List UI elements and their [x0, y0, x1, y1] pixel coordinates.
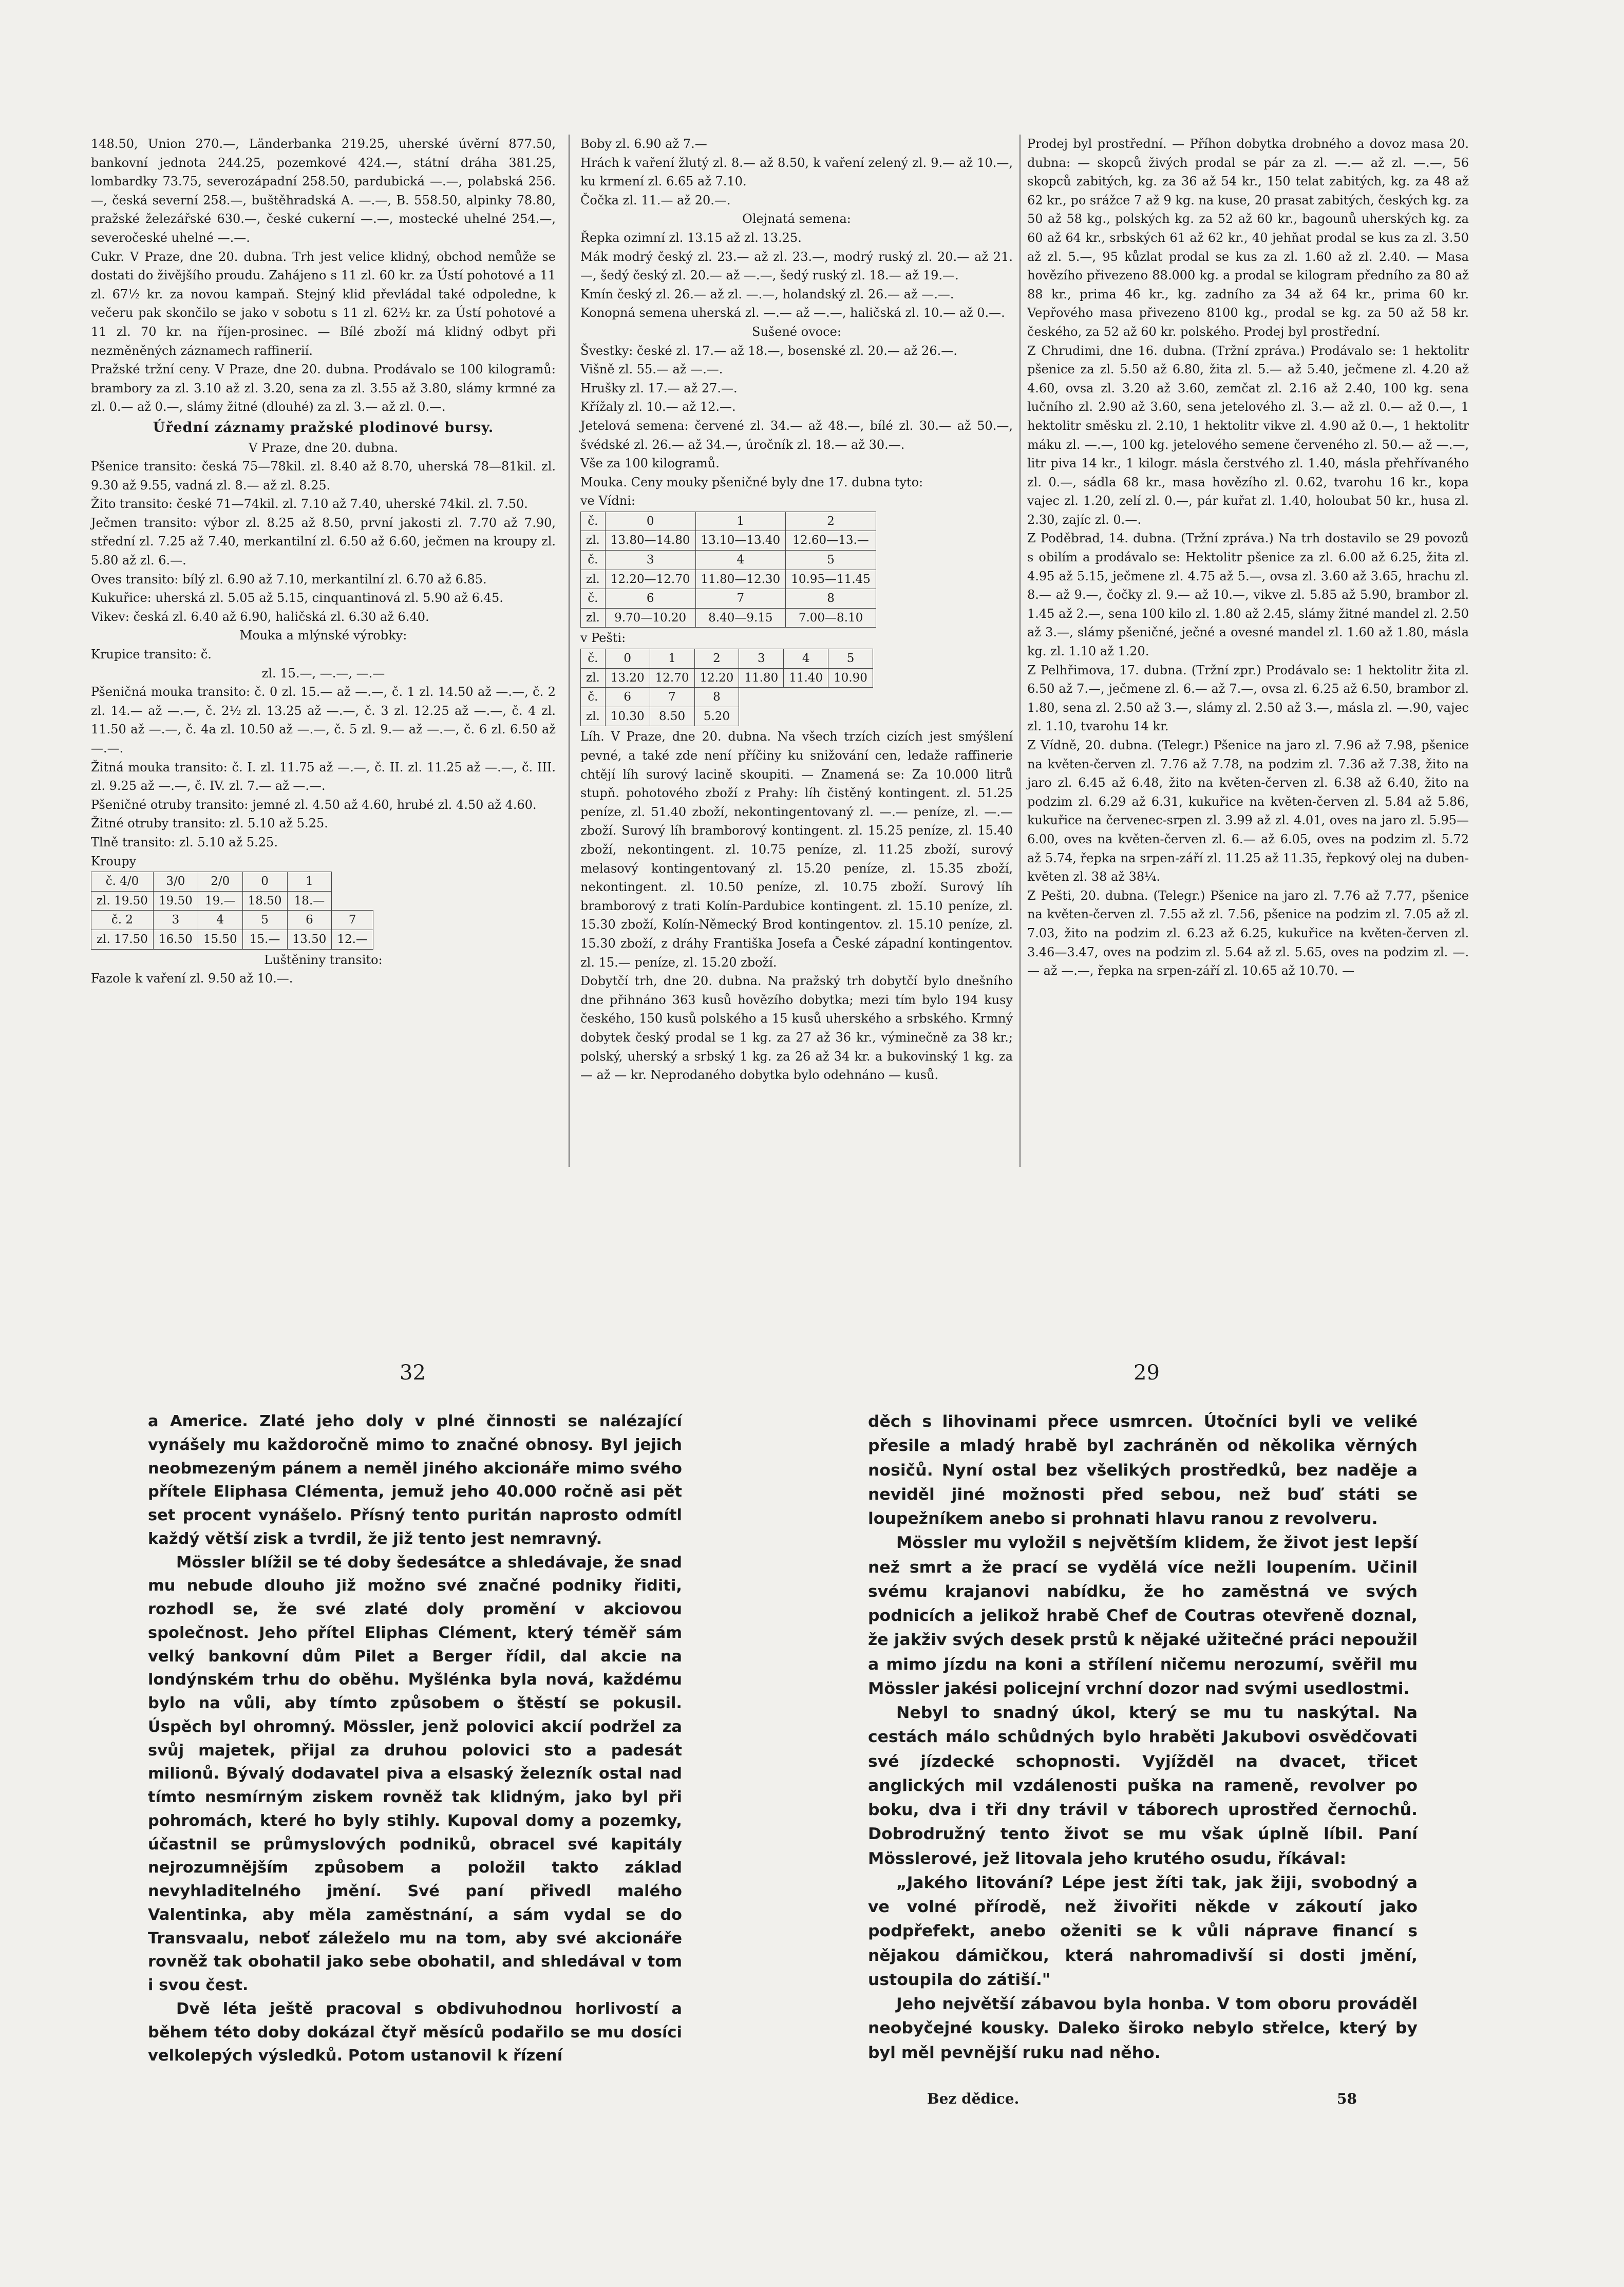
report-paragraph: zl. 15.—, —.—, —.—: [261, 666, 385, 681]
table-row: [581, 608, 876, 628]
table-cell: 0: [605, 649, 650, 669]
report-paragraph: Sušené ovoce:: [752, 324, 841, 339]
report-paragraph: Cukr. V Praze, dne 20. dubna. Trh jest velice klidný, obchod nemůže se dostati do živějšího proudu. Zahájeno s 11 zl. 60 kr. za Ústí pohotové a 11 zl. 67½ kr. za novou kampaň. Stejný klid převládal také odpoledne, k večeru pak skončilo se jako v sobotu s 11 zl. 62½ kr. za Ústí pohotové a 11 zl. 70 kr. na říjen-prosinec. — Bílé zboží má klidný odbyt při nezměněných záznamech raffinerií.: [91, 249, 556, 358]
footer-page-number: 58: [1337, 2090, 1357, 2107]
table-cell: 13.20: [605, 668, 650, 688]
report-paragraph: Vše za 100 kilogramů.: [580, 456, 720, 471]
right-page-number: 29: [1134, 1361, 1160, 1385]
table-cell: 13.50: [287, 930, 332, 949]
table-cell: č.: [581, 688, 606, 707]
report-paragraph: Olejnatá semena:: [742, 212, 851, 226]
report-paragraph: Ječmen transito: výbor zl. 8.25 až 8.50, první jakosti zl. 7.70 až 7.90, střední zl. 7.25 až 7.40, merkantilní zl. 6.50 až 6.60, ječmen na kroupy zl. 5.80 až zl. 6.—.: [91, 515, 556, 568]
table-cell: č.: [581, 589, 606, 609]
table-cell: 12.—: [332, 930, 373, 949]
market-column-3: [1027, 135, 1469, 980]
table-cell: 1: [287, 872, 332, 892]
report-paragraph: Dobytčí trh, dne 20. dubna. Na pražský trh dobytčí bylo dnešního dne přihnáno 363 kusů hovězího dobytka; mezi tím bylo 194 kusy českého, 150 kusů polského a 15 kusů uherského a srbského. Krmný dobytek český prodal se 1 kg. za 27 až 36 kr., výminečně za 38 kr.; polský, uherský a srbský 1 kg. za 26 až 34 kr. a bukovinský 1 kg. za — až — kr. Neprodaného dobytka bylo odehnáno — kusů.: [580, 974, 1013, 1083]
report-paragraph: Řepka ozimní zl. 13.15 až zl. 13.25.: [580, 230, 802, 245]
table-cell: 15.—: [242, 930, 287, 949]
table-cell: 2: [786, 512, 876, 531]
novel-paragraph: Mössler blížil se té doby šedesátce a shledávaje, že snad mu nebude dlouho již možno své značné podniky řiditi, rozhodl se, že své zlaté doly promění v akciovou společnost. Jeho přítel Eliphas Clément, který téměř sám velký bankovní dům Pilet a Berger řídil, dal akcie na londýnském trhu do oběhu. Myšlénka byla nová, každému bylo na vůli, aby tímto způsobem o štěstí se pokusil. Úspěch byl ohromný. Mössler, jenž polovici akcií podržel za svůj majetek, přijal za druhou polovici sto a padesát milionů. Bývalý dodavatel piva a elsaský železník ostal nad tímto nesmírným ziskem rovněž tak klidným, jako byl při pohromách, které ho byly stihly. Kupoval domy a pozemky, účastnil se průmyslových podniků, obracel své kapitály nejrozumnějším způsobem a položil takto základ nevyhladitelného jmění. Své paní přivedl malého Valentinka, aby měla zaměstnání, a sám vydal se do Transvaalu, neboť záleželo mu na tom, aby své akcionáře rovněž tak obohatil jako sebe obohatil, and shledával v tom i svou čest.: [148, 1553, 682, 1994]
table-cell: 4: [784, 649, 828, 669]
report-paragraph: Boby zl. 6.90 až 7.—: [580, 137, 707, 151]
table-cell: 6: [605, 589, 695, 609]
table-cell: 5.20: [694, 707, 739, 726]
report-paragraph: Pšenice transito: česká 75—78kil. zl. 8.40 až 8.70, uherská 78—81kil. zl. 9.30 až 9.55, vadná zl. 8.— až zl. 8.25.: [91, 459, 556, 493]
table-cell: 1: [695, 512, 786, 531]
table-cell: 2: [694, 649, 739, 669]
table-cell: 8: [786, 589, 876, 609]
report-paragraph: Čočka zl. 11.— až 20.—.: [580, 193, 731, 207]
table-cell: 13.10—13.40: [695, 531, 786, 551]
table-cell: 18.50: [242, 891, 287, 911]
table-cell: 12.20: [694, 668, 739, 688]
market-column-1: [91, 135, 556, 988]
report-paragraph: Křížaly zl. 10.— až 12.—.: [580, 400, 736, 414]
table-cell: zl.: [581, 531, 606, 551]
table-row: [581, 688, 873, 707]
table-cell: zl.: [581, 707, 606, 726]
table-row: [91, 891, 373, 911]
table-cell: 11.40: [784, 668, 828, 688]
novel-paragraph: a Americe. Zlaté jeho doly v plné činnosti se nalézající vynášely mu každoročně mimo to značné obnosy. Byl jejich neobmezeným pánem a neměl jiného akcionáře mimo svého přítele Eliphasa Clémenta, jemuž jeho 40.000 ročně asi pět set procent vynášelo. Přísný tento puritán naprosto odmítl každý větší zisk a tvrdil, že již tento jest nemravný.: [148, 1412, 682, 1548]
section-heading: Úřední záznamy pražské plodinové bursy.: [153, 419, 494, 436]
table-row: [581, 668, 873, 688]
report-paragraph: Kmín český zl. 26.— až zl. —.—, holandský zl. 26.— až —.—.: [580, 287, 954, 301]
table-row: [581, 707, 873, 726]
table-label: ve Vídni:: [580, 494, 635, 508]
report-paragraph: Vikev: česká zl. 6.40 až 6.90, haličská zl. 6.30 až 6.40.: [91, 609, 429, 624]
report-paragraph: Fazole k vaření zl. 9.50 až 10.—.: [91, 971, 293, 986]
report-paragraph: Pražské tržní ceny. V Praze, dne 20. dubna. Prodávalo se 100 kilogramů: brambory za zl. 3.10 až zl. 3.20, sena za zl. 3.55 až 3.80, slámy krmné za zl. 0.— až 0.—, slámy žitné (dlouhé) za zl. 3.— až zl. 0.—.: [91, 362, 556, 414]
report-paragraph: Pšeničné otruby transito: jemné zl. 4.50 až 4.60, hrubé zl. 4.50 až 4.60.: [91, 797, 537, 812]
table-cell: č. 2: [91, 911, 154, 930]
table-cell: zl.: [581, 608, 606, 628]
table-cell: zl.: [581, 668, 606, 688]
novel-paragraph: Mössler mu vyložil s největším klidem, že život jest lepší než smrt a že prací se vydělá více nežli loupením. Učinil svému krajanovi nabídku, že ho zaměstná ve svých podnicích a jelikož hrabě Chef de Coutras otevřeně doznal, že jakživ svých desek prstů k nějaké užitečné práci nepoužil a mimo jízdu na koni a střílení ničemu nerozumí, svěřil mu Mössler jakési policejní vrchní dozor nad svými usedlostmi.: [868, 1534, 1418, 1698]
table-cell: 19.—: [198, 891, 242, 911]
table-cell: č. 4/0: [91, 872, 154, 892]
report-paragraph: Z Pelhřimova, 17. dubna. (Tržní zpr.) Prodávalo se: 1 hektolitr žita zl. 6.50 až 7.—, ječmene zl. 6.— až 7.—, ovsa zl. 6.25 až 6.50, brambor zl. 1.80, sena zl. 2.50 až 3.—, slámy zl. 2.50 až 3.—, másla zl. —.90, vajec zl. 1.10, tvarohu 14 kr.: [1027, 663, 1469, 734]
table-cell: č.: [581, 512, 606, 531]
table-cell: 15.50: [198, 930, 242, 949]
table-cell: 0: [605, 512, 695, 531]
novel-paragraph: „Jakého litování? Lépe jest žíti tak, jak žiji, svobodný a ve volné přírodě, než živořiti někde v zákoutí jako podpřefekt, anebo oženiti se k vůli náprave financí s nějakou dámičkou, která nahromadivší si dosti jmění, ustoupila do zátiší.": [868, 1873, 1418, 1989]
report-paragraph: Z Pešti, 20. dubna. (Telegr.) Pšenice na jaro zl. 7.76 až 7.77, pšenice na květen-červen zl. 7.55 až zl. 7.56, pšenice na podzim zl. 7.05 až zl. 7.03, žito na podzim zl. 6.23 až 6.25, kukuřice na květen-červen zl. 3.46—3.47, oves na podzim zl. 5.64 až zl. 5.65, oves na podzim zl. —.— až —.—, řepka na srpen-září zl. 10.65 až 10.70. —: [1027, 888, 1469, 978]
table-cell: č.: [581, 551, 606, 570]
report-paragraph: Jetelová semena: červené zl. 34.— až 48.—, bílé zl. 30.— až 50.—, švédské zl. 26.— až 34.—, úročník zl. 18.— až 30.—.: [580, 418, 1013, 452]
left-page-number: 32: [400, 1361, 426, 1385]
novel-right-column: [868, 1410, 1418, 2065]
novel-paragraph: Jeho největší zábavou byla honba. V tom oboru prováděl neobyčejné kousky. Daleko široko nebylo střelce, který by byl měl pevnější ruku nad něho.: [868, 1995, 1418, 2062]
table-cell: 2/0: [198, 872, 242, 892]
table-cell: 3: [739, 649, 784, 669]
table-cell: 4: [695, 551, 786, 570]
market-column-2: [580, 135, 1013, 1085]
table-cell: 5: [786, 551, 876, 570]
report-paragraph: Z Vídně, 20. dubna. (Telegr.) Pšenice na jaro zl. 7.96 až 7.98, pšenice na květen-červen zl. 7.76 až 7.78, na podzim zl. 7.36 až 7.38, žito na jaro zl. 6.45 až 6.48, žito na květen-červen zl. 6.38 až 6.40, žito na podzim zl. 6.29 až 6.31, kukuřice na květen-červen zl. 5.84 až 5.86, kukuřice na červenec-srpen zl. 3.99 až zl. 4.01, oves na jaro zl. 5.95—6.00, oves na květen-červen zl. 6.— až 6.05, oves na podzim zl. 5.72 až 5.74, řepka na srpen-září zl. 11.25 až 11.35, řepkový olej na duben-květen zl. 38 až 38¼.: [1027, 738, 1469, 884]
table-row: [581, 649, 873, 669]
report-paragraph: Žitná mouka transito: č. I. zl. 11.75 až —.—, č. II. zl. 11.25 až —.—, č. III. zl. 9.25 až —.—, č. IV. zl. 7.— až —.—.: [91, 760, 556, 793]
table-row: [581, 551, 876, 570]
table-cell: zl.: [581, 570, 606, 589]
novel-left-column: [148, 1410, 682, 2068]
novel-paragraph: děch s lihovinami přece usmrcen. Útočníci byli ve veliké přesile a mladý hrabě byl zachráněn od několika věrných nosičů. Nyní ostal bez všelikých prostředků, bez naděje a neviděl jiné možnosti před sebou, než buď státi se loupežníkem anebo si prohnati hlavu ranou z revolveru.: [868, 1412, 1418, 1528]
table-cell: 7: [332, 911, 373, 930]
footer-title: Bez dědice.: [927, 2090, 1019, 2107]
report-paragraph: Mák modrý český zl. 23.— až zl. 23.—, modrý ruský zl. 20.— až 21.—, šedý český zl. 20.— až —.—, šedý ruský zl. 18.— až 19.—.: [580, 249, 1013, 283]
flour-price-table-vienna: [580, 512, 876, 628]
report-paragraph: Líh. V Praze, dne 20. dubna. Na všech trzích cizích jest smýšlení pevné, a také zde není příčiny ku snižování cen, ledaže raffinerie chtějí líh surový lacině skoupiti. — Znamená se: Za 10.000 litrů stupň. pohotového zboží z Prahy: líh čistěný kontingent. zl. 51.25 peníze, zl. 51.40 zboží, nekontingentovaný zl. —.— peníze, zl. —.— zboží. Surový líh bramborový kontingent. zl. 15.25 peníze, zl. 15.40 zboží, nekontingent. zl. 10.75 peníze, zl. 11.25 zboží, surový melasový kontingentovaný zl. 15.20 peníze, zl. 15.35 zboží, nekontingent. zl. 10.50 peníze, zl. 10.75 zboží. Surový líh bramborový z trati Kolín-Pardubice kontingent. zl. 15.10 peníze, zl. 15.30 zboží, Kolín-Německý Brod kontingentov. zl. 15.10 peníze, zl. 15.30 zboží, z dráhy Františka Josefa a České západní kontingentov. zl. 15.— peníze, zl. 15.20 zboží.: [580, 729, 1013, 970]
report-paragraph: Z Poděbrad, 14. dubna. (Tržní zpráva.) Na trh dostavilo se 29 povozů s obilím a prodávalo se: Hektolitr pšenice za zl. 6.00 až 6.25, žita zl. 4.95 až 5.15, ječmene zl. 4.75 až 5.—, ovsa zl. 3.60 až 3.65, hrachu zl. 8.— až 9.—, čočky zl. 9.— až 10.—, vikve zl. 5.85 až 5.90, brambor zl. 1.45 až 2.—, sena 100 kilo zl. 1.80 až 2.45, slámy žitné mandel zl. 2.50 až 3.—, slámy pšeničné, ječné a ovesné mandel zl. 1.60 až 1.80, másla kg. zl. 1.10 až 1.20.: [1027, 531, 1469, 659]
report-paragraph: Konopná semena uherská zl. —.— až —.—, haličská zl. 10.— až 0.—.: [580, 306, 1005, 320]
table-cell: 19.50: [153, 891, 198, 911]
report-paragraph: Mouka. Ceny mouky pšeničné byly dne 17. dubna tyto:: [580, 475, 923, 489]
table-cell: zl. 19.50: [91, 891, 154, 911]
report-paragraph: Oves transito: bílý zl. 6.90 až 7.10, merkantilní zl. 6.70 až 6.85.: [91, 572, 487, 587]
table-row: [91, 872, 373, 892]
table-cell: 6: [287, 911, 332, 930]
report-paragraph: Z Chrudimi, dne 16. dubna. (Tržní zpráva.) Prodávalo se: 1 hektolitr pšenice za zl. 5.50 až 6.80, žita zl. 5.— až 5.40, ječmene zl. 4.20 až 4.60, ovsa zl. 3.20 až 3.60, zemčat zl. 2.16 až 2.40, 100 kg. sena lučního zl. 2.90 až 3.60, sena jetelového zl. 3.— až zl. 0.— až 0.—, 1 hektolitr směsku zl. 2.10, 1 hektolitr vikve zl. 4.90 až 0.—, 1 hektolitr máku zl. —.—, 100 kg. jetelového semene červeného zl. 50.— až —.—, litr piva 14 kr., 1 kilogr. másla čerstvého zl. 1.40, másla přehřívaného zl. 0.—, sádla 68 kr., masa hovězího zl. 0.62, tvarohu 16 kr., kopa vajec zl. 1.20, zelí zl. 0.—, pár kuřat zl. 1.40, holoubat 50 kr., husa zl. 2.30, zajíc zl. 0.—.: [1027, 343, 1469, 527]
report-paragraph: Luštěniny transito:: [264, 952, 383, 967]
table-cell: č.: [581, 649, 606, 669]
flour-price-table-pest: [580, 649, 873, 726]
report-paragraph: Mouka a mlýnské výrobky:: [239, 628, 407, 643]
table-cell: 4: [198, 911, 242, 930]
table-row: [581, 589, 876, 609]
table-cell: 11.80: [739, 668, 784, 688]
table-cell: 7: [650, 688, 694, 707]
novel-paragraph: Nebyl to snadný úkol, který se mu tu naskýtal. Na cestách málo schůdných bylo hraběti Jakubovi osvědčovati své jízdecké schopnosti. Vyjížděl na dvacet, třicet anglických mil vzdálenosti puška na rameně, revolver po boku, dva i tři dny trávil v táborech uprostřed černochů. Dobrodružný tento život se mu však úplně líbil. Paní Mösslerové, jež litovala jeho krutého osudu, říkával:: [868, 1704, 1418, 1868]
report-paragraph: Prodej byl prostřední. — Příhon dobytka drobného a dovoz masa 20. dubna: — skopců živých prodal se pár za zl. —.— až zl. —.—, 56 skopců zabitých, kg. za 36 až 54 kr., 150 telat zabitých, kg. za 48 až 62 kr., po srážce 7 až 9 kg. na kuse, 20 prasat zabitých, českých kg. za 50 až 58 kg., polských kg. za 52 až 60 kr., bagounů uherských kg. za 60 až 64 kr., srbských 61 až 62 kr., 40 jehňat prodal se kus za zl. 3.50 až zl. 5.—, 95 kůzlat prodal se kus za zl. 1.60 až zl. 2.40. — Masa hovězího přivezeno 88.000 kg. a prodal se kilogram předního za 80 až 88 kr., prima 46 kr., kg. zadního za 34 až 64 kr., prima 60 kr. Vepřového masa přivezeno 8100 kg., prodal se kg. za 50 až 58 kr. českého, za 52 až 60 kr. polského. Prodej byl prostřední.: [1027, 137, 1469, 339]
report-paragraph: Žitné otruby transito: zl. 5.10 až 5.25.: [91, 816, 328, 831]
novel-paragraph: Dvě léta ještě pracoval s obdivuhodnou horlivostí a během této doby dokázal čtyř měsíců podařilo se mu dosíci velkolepých výsledků. Potom ustanovil k řízení: [148, 1999, 682, 2065]
table-cell: 16.50: [153, 930, 198, 949]
table-cell: 10.95—11.45: [786, 570, 876, 589]
table-cell: 10.30: [605, 707, 650, 726]
table-cell: 5: [242, 911, 287, 930]
table-label: v Pešti:: [580, 631, 626, 646]
table-cell: 3: [153, 911, 198, 930]
table-cell: 12.70: [650, 668, 694, 688]
report-paragraph: Višně zl. 55.— až —.—.: [580, 362, 723, 377]
table-cell: 12.60—13.—: [786, 531, 876, 551]
report-paragraph: Žito transito: české 71—74kil. zl. 7.10 až 7.40, uherské 74kil. zl. 7.50.: [91, 497, 528, 512]
table-cell: 8: [694, 688, 739, 707]
report-paragraph: Švestky: české zl. 17.— až 18.—, bosenské zl. 20.— až 26.—.: [580, 343, 957, 358]
table-cell: 5: [828, 649, 873, 669]
report-paragraph: Krupice transito: č.: [91, 647, 212, 662]
table-row: [91, 930, 373, 949]
table-cell: 9.70—10.20: [605, 608, 695, 628]
table-cell: zl. 17.50: [91, 930, 154, 949]
table-cell: 8.40—9.15: [695, 608, 786, 628]
table-cell: 3: [605, 551, 695, 570]
column-rule: [569, 135, 570, 1167]
report-paragraph: Hrušky zl. 17.— až 27.—.: [580, 381, 738, 395]
report-paragraph: Pšeničná mouka transito: č. 0 zl. 15.— až —.—, č. 1 zl. 14.50 až —.—, č. 2 zl. 14.— až —.—, č. 2½ zl. 13.25 až —.—, č. 3 zl. 12.25 až —.—, č. 4 zl. 11.50 až —.—, č. 4a zl. 10.50 až —.—, č. 5 zl. 9.— až —.—, č. 6 zl. 6.50 až —.—.: [91, 685, 556, 755]
table-cell: 6: [605, 688, 650, 707]
kroupy-table: [91, 872, 373, 949]
table-cell: 0: [242, 872, 287, 892]
table-row: [581, 512, 876, 531]
table-cell: 13.80—14.80: [605, 531, 695, 551]
table-cell: 1: [650, 649, 694, 669]
table-cell: 8.50: [650, 707, 694, 726]
table-cell: 18.—: [287, 891, 332, 911]
table-cell: 12.20—12.70: [605, 570, 695, 589]
column-rule: [1019, 135, 1021, 1167]
table-cell: 3/0: [153, 872, 198, 892]
table-cell: 10.90: [828, 668, 873, 688]
table-cell: 7.00—8.10: [786, 608, 876, 628]
table-label: Kroupy: [91, 854, 137, 868]
table-cell: 11.80—12.30: [695, 570, 786, 589]
report-paragraph: Tlně transito: zl. 5.10 až 5.25.: [91, 835, 278, 849]
table-row: [581, 570, 876, 589]
report-paragraph: Kukuřice: uherská zl. 5.05 až 5.15, cinquantinová zl. 5.90 až 6.45.: [91, 591, 503, 606]
report-paragraph: Hrách k vaření žlutý zl. 8.— až 8.50, k vaření zelený zl. 9.— až 10.—, ku krmení zl. 6.65 až 7.10.: [580, 155, 1013, 189]
table-cell: 7: [695, 589, 786, 609]
report-paragraph: 148.50, Union 270.—, Länderbanka 219.25, uherské úvěrní 877.50, bankovní jednota 244.25, pozemkové 424.—, státní dráha 381.25, lombardky 73.75, severozápadní 258.50, pardubická —.—, polabská 256.—, česká severní 258.—, buštěhradská A. —.—, B. 558.50, alpinky 78.80, pražské železářské 630.—, české cukerní —.—, mostecké uhelné 254.—, severočeské uhelné —.—.: [91, 137, 556, 245]
table-row: [91, 911, 373, 930]
report-paragraph: V Praze, dne 20. dubna.: [248, 440, 399, 455]
table-row: [581, 531, 876, 551]
